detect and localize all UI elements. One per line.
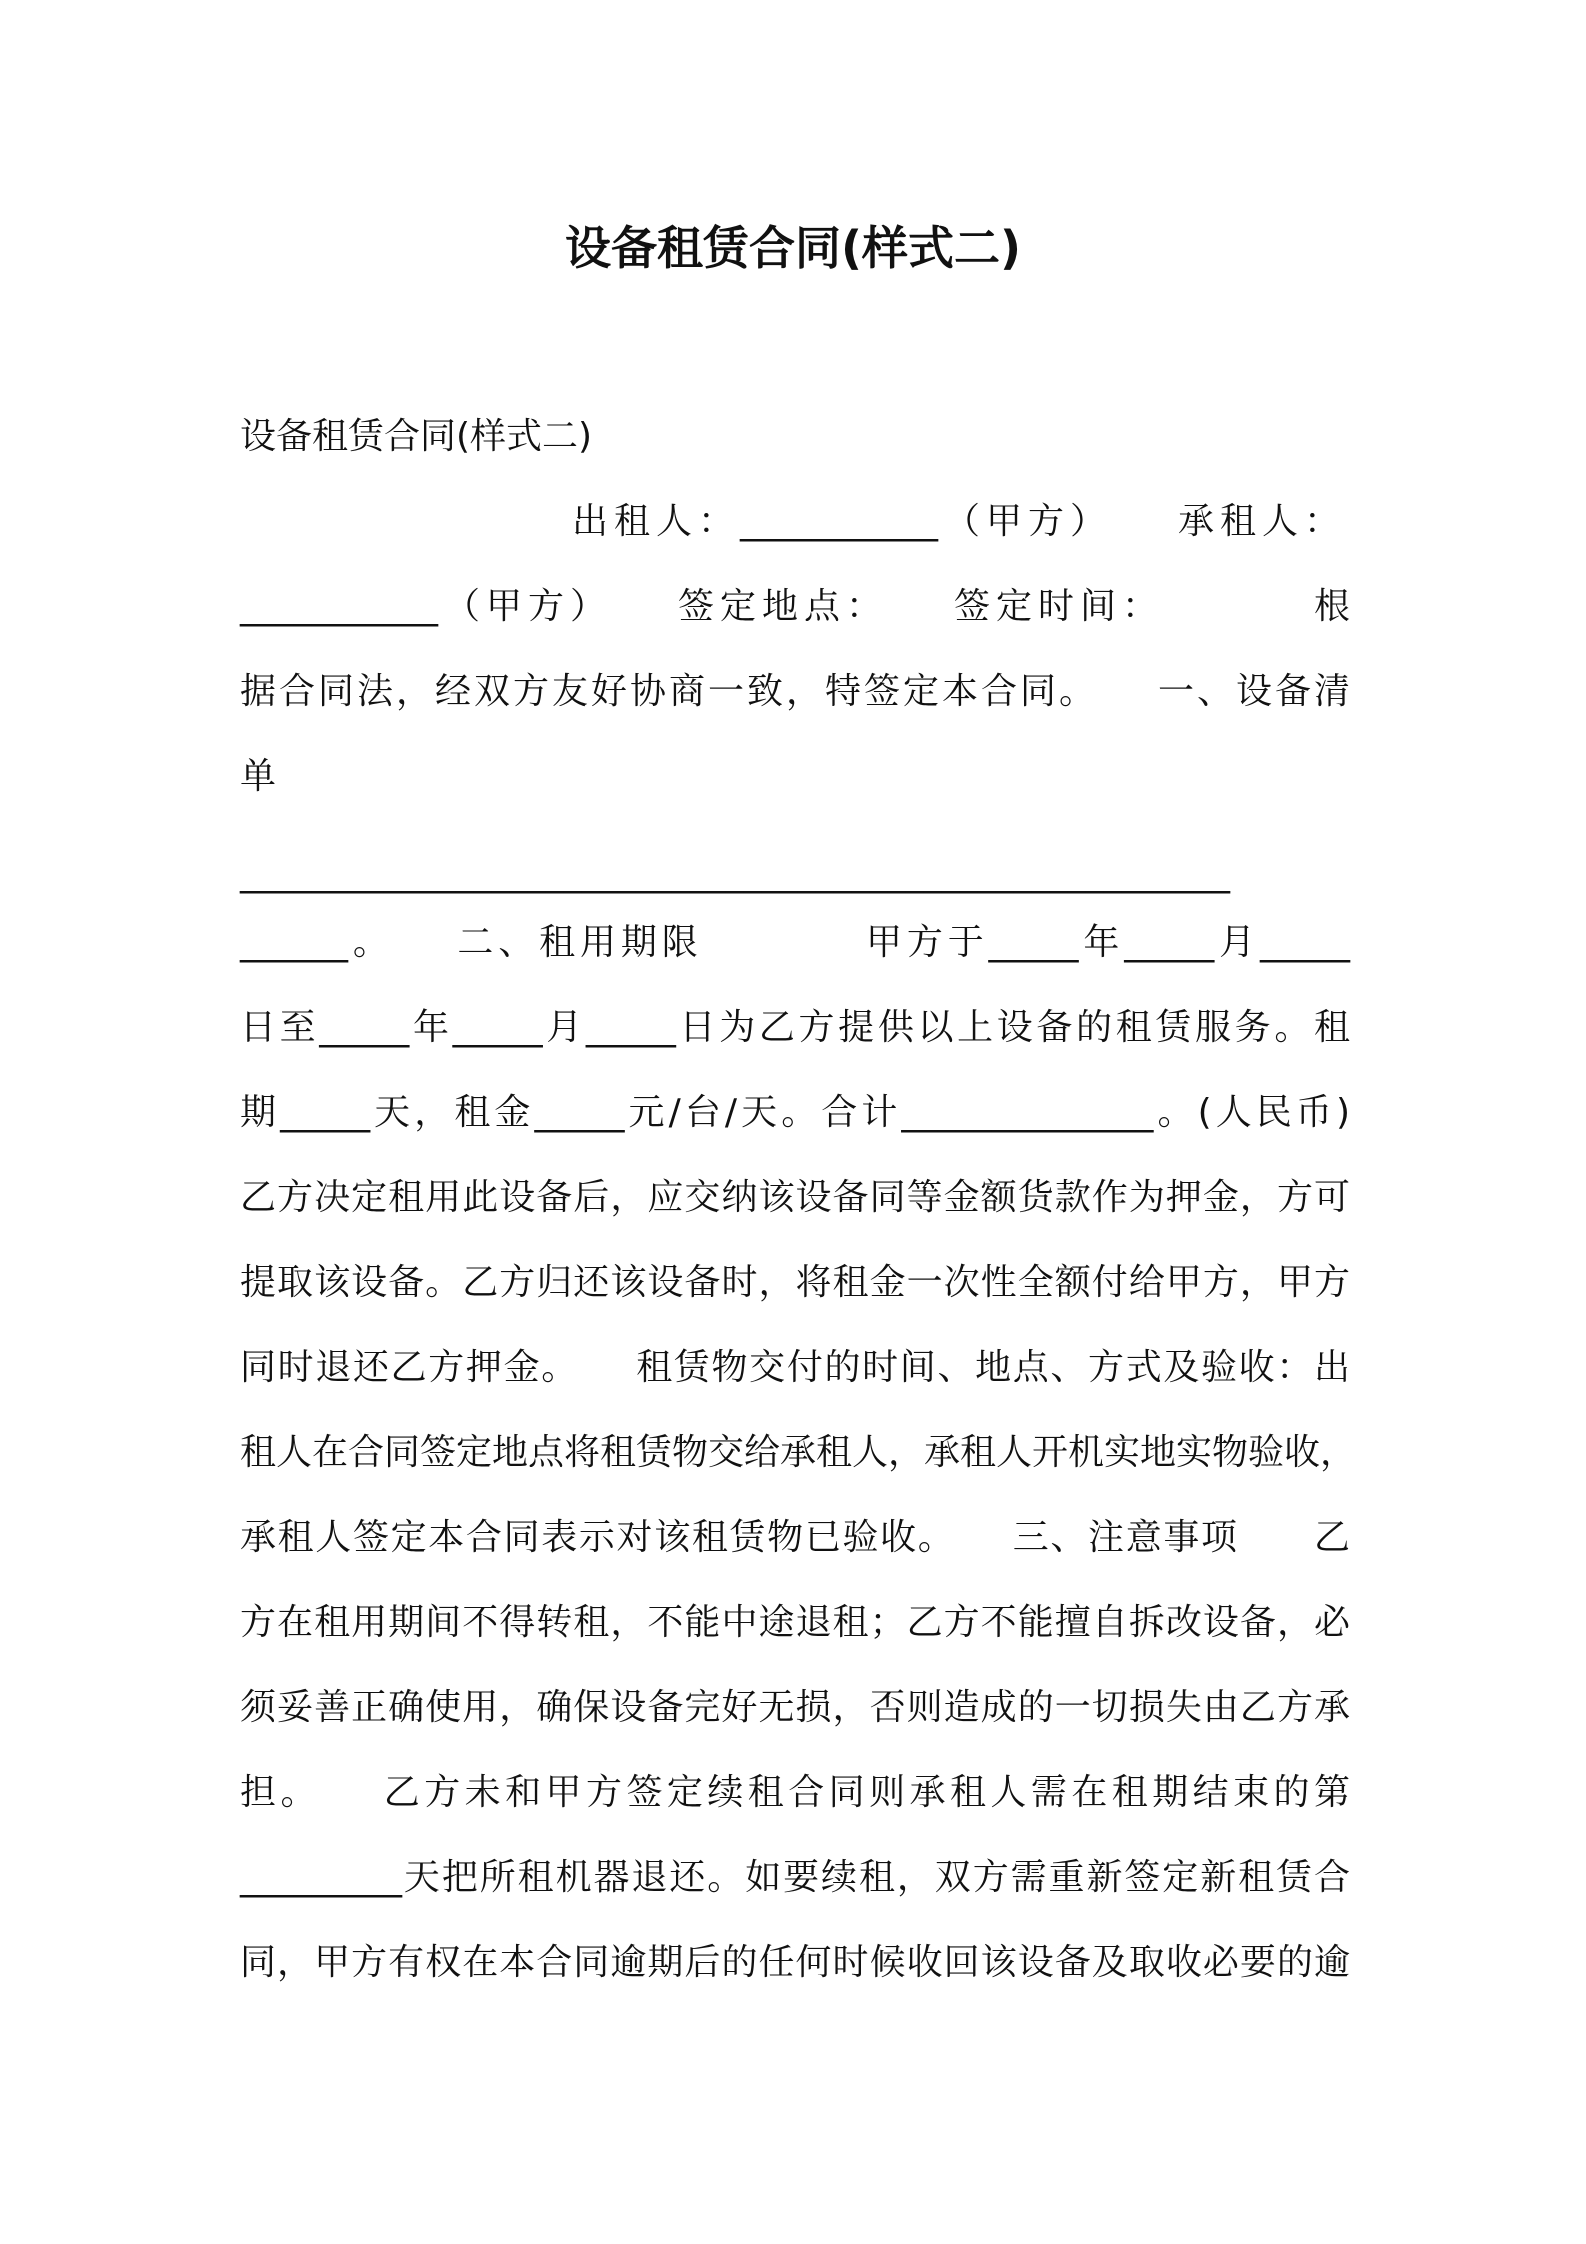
body-line: 日至_____年_____月_____日为乙方提供以上设备的租赁服务。租 — [240, 1007, 1350, 1048]
body-line: 同时退还乙方押金。 租赁物交付的时间、地点、方式及验收：出 — [240, 1347, 1350, 1388]
body-line: _________天把所租机器退还。如要续租，双方需重新签定新租赁合 — [240, 1857, 1350, 1898]
body-line: 承租人签定本合同表示对该租赁物已验收。 三、注意事项 乙 — [240, 1517, 1350, 1558]
body-line: 期_____天，租金_____元/台/天。合计______________。(人民币) — [240, 1092, 1350, 1133]
body-line: 担。 乙方未和甲方签定续租合同则承租人需在租期结束的第 — [240, 1772, 1350, 1813]
body-line: 方在租用期间不得转租，不能中途退租；乙方不能擅自拆改设备，必 — [240, 1602, 1350, 1643]
body-line: 提取该设备。乙方归还该设备时，将租金一次性全额付给甲方，甲方 — [240, 1262, 1350, 1303]
body-line: 据合同法，经双方友好协商一致，特签定本合同。 一、设备清 — [240, 671, 1350, 712]
body-line: 须妥善正确使用，确保设备完好无损，否则造成的一切损失由乙方承 — [240, 1687, 1350, 1728]
body-line: 乙方决定租用此设备后，应交纳该设备同等金额货款作为押金，方可 — [240, 1177, 1350, 1218]
body-line: 单 — [240, 756, 277, 797]
document-subtitle: 设备租赁合同(样式二) — [240, 416, 593, 457]
body-line: 同，甲方有权在本合同逾期后的任何时候收回该设备及取收必要的逾 — [240, 1942, 1350, 1983]
parties-line: 出租人：___________（甲方） 承租人： — [572, 501, 1340, 542]
equipment-list-blank: _______________________________________________________ — [240, 853, 1230, 894]
body-line: 租人在合同签定地点将租赁物交给承租人，承租人开机实地实物验收， — [240, 1432, 1357, 1473]
document-title: 设备租赁合同(样式二) — [564, 221, 1022, 275]
body-line: ___________（甲方） 签定地点： 签定时间： 根 — [240, 586, 1350, 627]
body-line: ______。 二、租用期限 甲方于_____年_____月_____ — [240, 922, 1350, 963]
